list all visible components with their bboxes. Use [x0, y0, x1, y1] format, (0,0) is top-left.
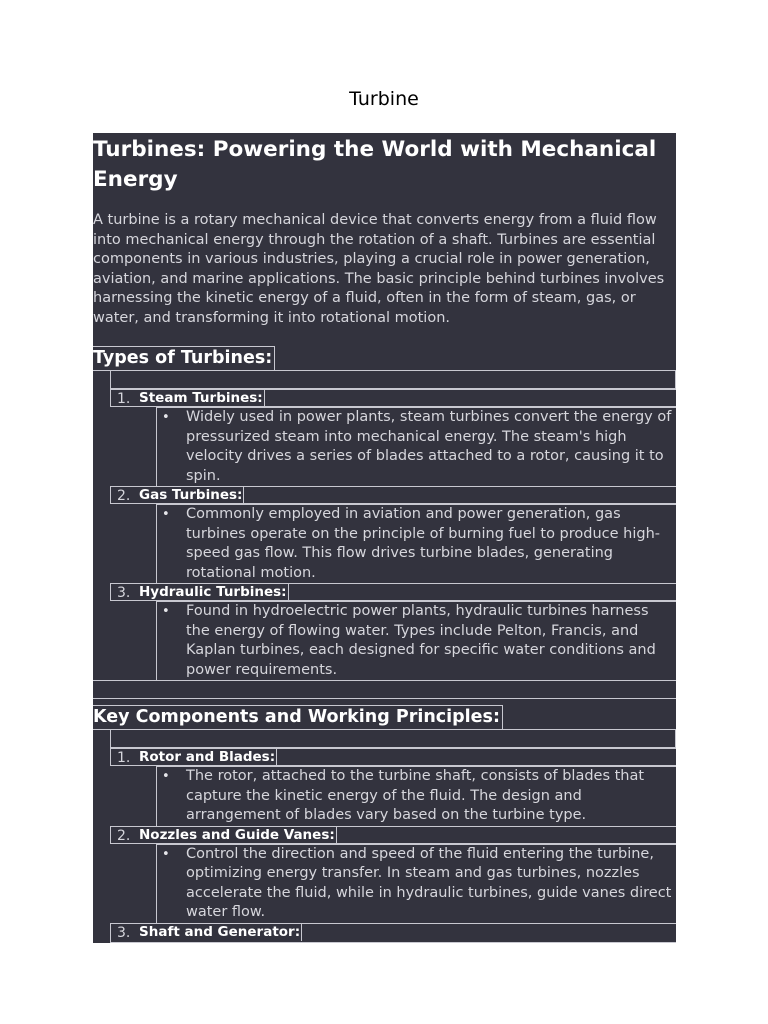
article-content: [93, 133, 676, 943]
description-text: Commonly employed in aviation and power generation, gas turbines operate on the principle of burning fuel to produce high-speed gas flow. This flow drives turbine blades, generating rotational motion.: [186, 506, 661, 581]
document-title: Turbine: [349, 88, 419, 110]
list-item-description: [156, 407, 676, 486]
bullet-icon: •: [162, 507, 170, 522]
list-item-rotor: [110, 748, 676, 766]
list-item-label: Gas Turbines:: [139, 487, 243, 503]
list-item-nozzles: [110, 826, 676, 844]
description-text: Control the direction and speed of the fluid entering the turbine, optimizing energy transfer. In steam and gas turbines, nozzles accelerate the fluid, while in hydraulic turbines, guide vanes direct water flow.: [186, 845, 672, 920]
list-item-description: [156, 844, 676, 923]
article-heading: Turbines: Powering the World with Mechanical Energy: [93, 137, 657, 192]
list-item-gas: [110, 486, 676, 504]
description-text: Widely used in power plants, steam turbines convert the energy of pressurized steam into mechanical energy. The steam's high velocity drives a series of blades attached to a rotor, causing it to spin.: [186, 409, 672, 484]
list-number: 2.: [117, 827, 131, 844]
list-item-label: Rotor and Blades:: [139, 749, 276, 765]
list-item-steam: [110, 389, 676, 407]
types-section-header: [93, 346, 676, 370]
list-spacer: [110, 729, 676, 748]
components-section-header: [93, 705, 676, 729]
list-item-description: [156, 504, 676, 583]
list-number: 2.: [117, 488, 131, 504]
list-spacer: [110, 370, 676, 389]
bullet-icon: •: [162, 846, 170, 862]
list-item-label: Hydraulic Turbines:: [139, 584, 287, 600]
list-item-hydraulic: [110, 583, 676, 601]
types-heading: Types of Turbines:: [93, 346, 275, 371]
list-number: 3.: [117, 585, 131, 601]
description-text: Found in hydroelectric power plants, hydraulic turbines harness the energy of flowing water. Types include Pelton, Francis, and Kaplan turbines, each designed for specific water conditions and power requirements.: [186, 603, 656, 678]
list-number: 1.: [117, 750, 131, 766]
list-item-description: [156, 601, 676, 680]
intro-paragraph: A turbine is a rotary mechanical device that converts energy from a fluid flow into mechanical energy through the rotation of a shaft. Turbines are essential components in various industries, playing a crucial role in power generation, aviation, and marine applications. The basic principle behind turbines involves harnessing the kinetic energy of a fluid, often in the form of steam, gas, or water, and transforming it into rotational motion.: [93, 212, 665, 326]
list-item-shaft: [110, 923, 676, 943]
bullet-icon: •: [162, 604, 170, 619]
description-text: The rotor, attached to the turbine shaft, consists of blades that capture the kinetic energy of the fluid. The design and arrangement of blades vary based on the turbine type.: [186, 768, 645, 823]
components-heading: Key Components and Working Principles:: [93, 705, 503, 730]
list-item-label: Steam Turbines:: [139, 390, 263, 406]
bullet-icon: •: [162, 410, 170, 425]
list-number: 1.: [117, 391, 131, 407]
bullet-icon: •: [162, 769, 170, 784]
list-item-description: [156, 766, 676, 826]
list-item-label: Shaft and Generator:: [139, 923, 301, 940]
list-item-label: Nozzles and Guide Vanes:: [139, 826, 335, 843]
list-number: 3.: [117, 924, 131, 941]
section-spacer: [93, 680, 676, 699]
